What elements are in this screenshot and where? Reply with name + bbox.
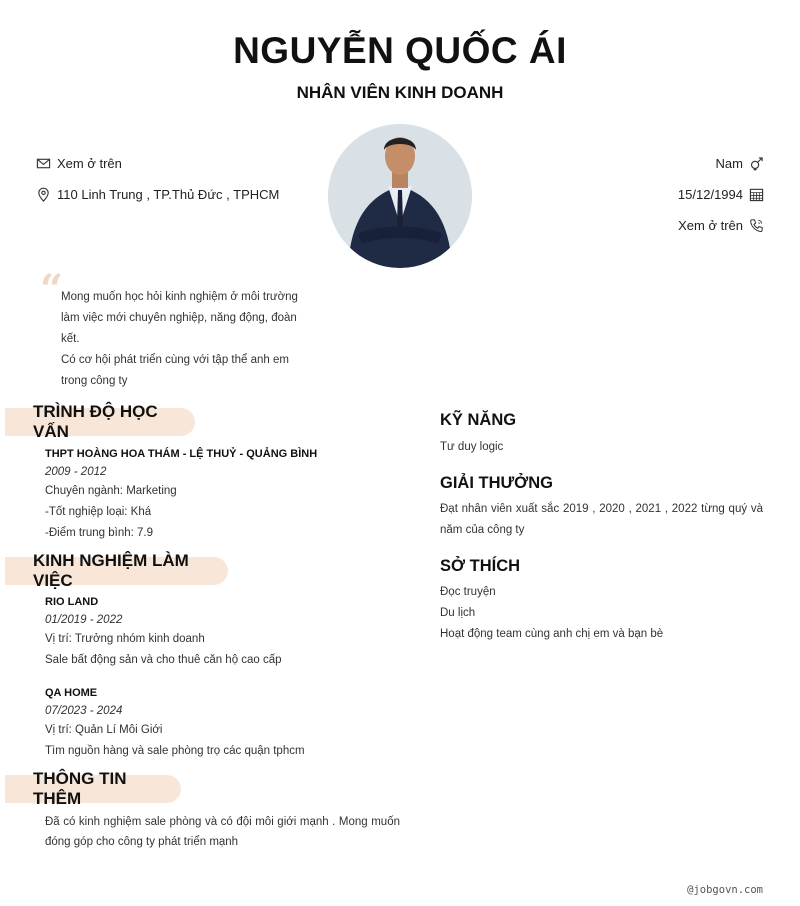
- company-name: QA HOME: [45, 687, 98, 699]
- contact-right: [678, 148, 764, 241]
- address-value: 110 Linh Trung , TP.Thủ Đức , TPHCM: [57, 187, 280, 202]
- calendar-icon: [749, 187, 764, 202]
- hobbies-heading: SỞ THÍCH: [440, 557, 521, 575]
- quote-icon: “: [40, 266, 64, 313]
- job-period: 01/2019 - 2022: [45, 614, 123, 626]
- contact-left: [36, 148, 279, 210]
- skills-list: [440, 437, 763, 458]
- hobby-item: Đọc truyện: [440, 586, 496, 598]
- education-line: -Tốt nghiệp loại: Khá: [45, 506, 152, 518]
- job-position: Vị trí: Quản Lí Môi Giới: [45, 724, 163, 736]
- job-description: Sale bất động sản và cho thuê căn hộ cao cấp: [45, 654, 282, 666]
- job-block: [45, 593, 282, 671]
- address-row: [36, 179, 279, 210]
- email-row: [36, 148, 279, 179]
- job-position: Vị trí: Trưởng nhóm kinh doanh: [45, 633, 205, 645]
- more-info-text: Đã có kinh nghiệm sale phòng và có đội môi giới mạnh . Mong muốn đóng góp cho công ty phát triển mạnh: [45, 816, 400, 848]
- education-line: Chuyên ngành: Marketing: [45, 485, 177, 497]
- job-period: 07/2023 - 2024: [45, 705, 123, 717]
- awards-text: Đạt nhân viên xuất sắc 2019 , 2020 , 2021 , 2022 từng quý và năm của công ty: [440, 503, 763, 536]
- phone-value: Xem ở trên: [678, 218, 743, 233]
- mail-icon: [36, 156, 51, 171]
- awards-heading: GIẢI THƯỞNG: [440, 474, 554, 492]
- skills-heading: KỸ NĂNG: [440, 411, 517, 429]
- gender-icon: [749, 156, 764, 171]
- hobbies-list: [440, 582, 763, 645]
- gender-row: [678, 148, 764, 179]
- education-period: 2009 - 2012: [45, 466, 107, 478]
- hobby-item: Du lịch: [440, 607, 476, 619]
- hobby-item: Hoạt động team cùng anh chị em và bạn bè: [440, 628, 664, 640]
- gender-value: Nam: [715, 156, 743, 171]
- more-info-heading: THÔNG TIN THÊM: [5, 775, 181, 803]
- objective-paragraph: Mong muốn học hỏi kinh nghiệm ở môi trường làm việc mới chuyên nghiệp, năng động, đoàn kết.: [61, 291, 298, 345]
- footer-watermark: @jobgovn.com: [687, 884, 763, 896]
- avatar: [328, 124, 472, 268]
- birthday-row: [678, 179, 764, 210]
- phone-row: [678, 210, 764, 241]
- phone-icon: [749, 218, 764, 233]
- job-block: [45, 684, 305, 762]
- objective-paragraph: Có cơ hội phát triển cùng với tập thể anh em trong công ty: [61, 354, 289, 387]
- birthday-value: 15/12/1994: [677, 187, 743, 202]
- company-name: RIO LAND: [45, 596, 99, 608]
- email-value: Xem ở trên: [57, 156, 122, 171]
- education-heading: TRÌNH ĐỘ HỌC VẤN: [5, 408, 195, 436]
- location-pin-icon: [36, 187, 51, 202]
- job-title: NHÂN VIÊN KINH DOANH: [296, 83, 504, 102]
- career-objective: [61, 287, 301, 392]
- experience-heading: KINH NGHIỆM LÀM VIỆC: [5, 557, 228, 585]
- education-block: [45, 445, 317, 544]
- skill-item: Tư duy logic: [440, 441, 504, 453]
- school-name: THPT HOÀNG HOA THÁM - LỆ THUỶ - QUẢNG BÌNH: [45, 448, 318, 460]
- candidate-name: NGUYỄN QUỐC ÁI: [233, 30, 567, 71]
- education-line: -Điểm trung bình: 7.9: [45, 527, 154, 539]
- job-description: Tìm nguồn hàng và sale phòng trọ các quận tphcm: [45, 745, 305, 757]
